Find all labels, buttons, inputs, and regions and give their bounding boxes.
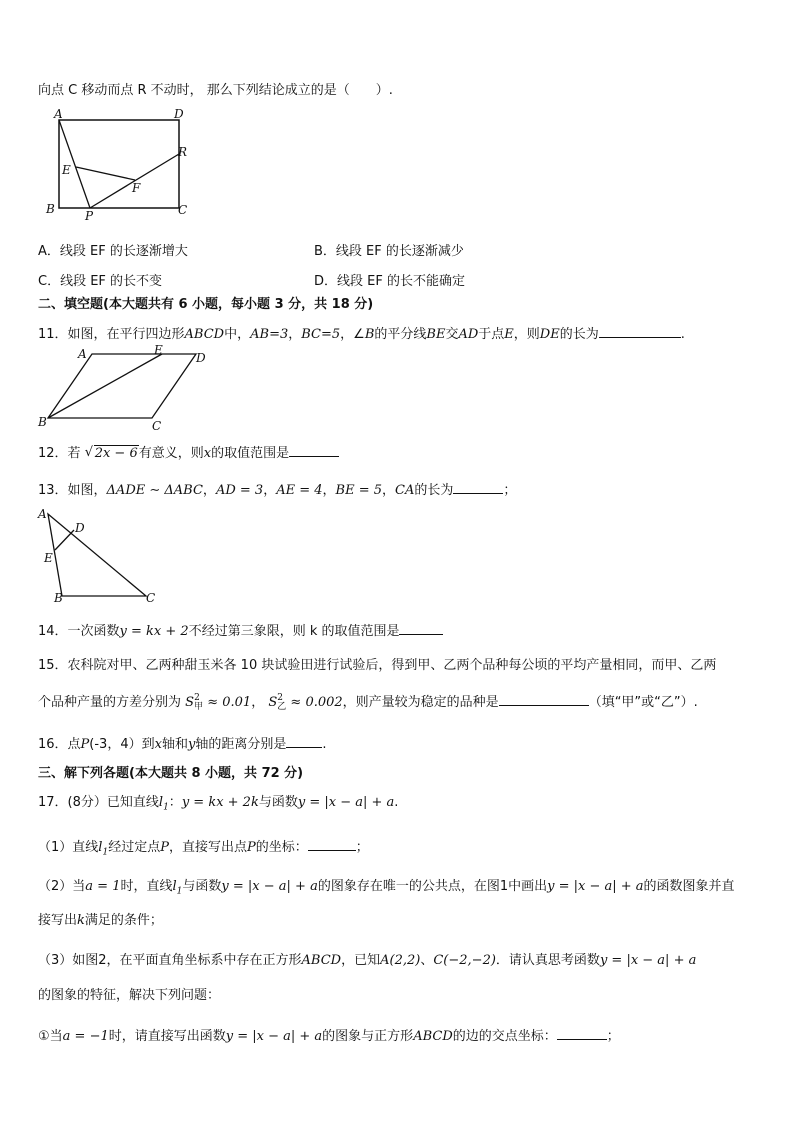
q17-eq1: y = kx + 2k	[181, 795, 259, 810]
q17-part1	[38, 836, 369, 862]
q17-p2-l1: $l_1$	[172, 879, 183, 897]
q15-sep: ，	[251, 695, 265, 710]
q15-sup-yi: 2	[277, 692, 283, 703]
q11-ab: AB=3	[250, 327, 289, 342]
q17-p1-text-a: （1）直线	[38, 840, 99, 855]
q12-answer-blank[interactable]	[289, 442, 339, 457]
q15-text-a: 个品种产量的方差分别为	[38, 695, 182, 710]
q11-label-a: A	[78, 347, 87, 361]
q16-text-b: (-3，4）到	[89, 737, 155, 752]
q13-be: BE = 5	[335, 483, 383, 498]
q11-label-d: D	[196, 351, 206, 365]
q17-sub1-abcd: ABCD	[413, 1029, 453, 1044]
q16-end: .	[322, 737, 327, 752]
section-2-heading: 二、填空题(本大题共有 6 小题，每小题 3 分，共 18 分)	[38, 297, 374, 312]
q17-p2-text-a: （2）当	[38, 879, 86, 894]
q11-angle-b: B	[364, 327, 375, 342]
q10-option-b: B．线段 EF 的长逐渐减少	[314, 244, 464, 259]
q17-p2-func2: y = |x − a| + a	[547, 879, 644, 894]
q17-part3-line1	[38, 952, 696, 970]
q15-text-b: ，则产量较为稳定的品种是	[342, 695, 499, 710]
q17-p2-text-c: 与函数	[182, 879, 222, 894]
q13-text-d: ，	[322, 483, 336, 498]
q12-radicand: 2x − 6	[94, 446, 138, 461]
q16-y: y	[187, 737, 196, 752]
q15-text-c: （填“甲”或“乙”）.	[588, 695, 698, 710]
q10-figure	[40, 108, 200, 223]
q11-answer-blank[interactable]	[599, 323, 681, 338]
q16-x: x	[154, 737, 162, 752]
q17-func: y = |x − a| + a	[297, 795, 395, 810]
q12-stem	[38, 442, 339, 463]
q17-sub1-text-c: 的图象与正方形	[322, 1029, 414, 1044]
q17-p2-a1: a = 1	[85, 879, 121, 894]
q17-p2-k: k	[77, 913, 85, 928]
q16-stem	[38, 733, 326, 754]
q15-val-jia: ≈ 0.01	[207, 695, 252, 710]
q15-answer-blank[interactable]	[499, 691, 589, 706]
q10-option-c: C．线段 EF 的长不变	[38, 274, 163, 289]
q17-part2-line2	[38, 912, 163, 930]
q17-p3-point-a: A(2,2)	[380, 953, 421, 968]
q13-ca: CA	[395, 483, 415, 498]
q17-sub1-text-b: 时，请直接写出函数	[108, 1029, 226, 1044]
q17-colon: ：	[168, 795, 182, 810]
q15-variance-jia	[185, 692, 204, 712]
q14-text-a: 14．一次函数	[38, 624, 120, 639]
q17-part3-line2: 的图象的特征，解决下列问题：	[38, 988, 221, 1003]
q11-point-e: E	[504, 327, 514, 342]
q17-p1-text-d: 的坐标：	[255, 840, 308, 855]
q10-label-p: P	[85, 209, 94, 223]
sqrt-icon: √	[84, 445, 93, 460]
q13-label-e: E	[44, 551, 53, 565]
q17-p3-point-c: C(−2,−2)	[433, 953, 496, 968]
q11-abcd: ABCD	[184, 327, 225, 342]
q11-label-e: E	[154, 344, 163, 357]
q12-x: x	[203, 446, 212, 461]
q13-text-a: 13．如图，	[38, 483, 107, 498]
q12-sqrt	[85, 445, 139, 463]
q17-p1-end: ；	[355, 840, 369, 855]
q17-sub1-a: a = −1	[62, 1029, 109, 1044]
q13-label-c: C	[146, 591, 156, 604]
q11-label-b: B	[38, 415, 47, 429]
q15-sub-jia: 甲	[194, 701, 204, 712]
q17-text-a: 17．(8分）已知直线	[38, 795, 159, 810]
q15-val-yi: ≈ 0.002	[290, 695, 343, 710]
q10-stem: 向点 C 移动而点 R 不动时， 那么下列结论成立的是（ ）.	[38, 83, 393, 98]
q13-text-e: ，	[382, 483, 396, 498]
q15-s-yi: S	[268, 695, 278, 710]
q12-text-b: 有意义，则	[138, 446, 204, 461]
q13-label-d: D	[75, 521, 85, 535]
q17-p2-text-d: 的图象存在唯一的公共点，在图1中画出	[317, 879, 548, 894]
q17-p3-text-c: 、	[420, 953, 434, 968]
q17-p1-text-c: ，直接写出点	[168, 840, 247, 855]
q17-sub1-text-a: ①当	[38, 1029, 63, 1044]
q10-label-a: A	[54, 108, 63, 121]
q13-label-a: A	[38, 507, 47, 521]
q16-text-c: 轴和	[161, 737, 188, 752]
q13-text-b: ，	[202, 483, 216, 498]
q11-label-c: C	[152, 419, 162, 432]
q11-text-c: ，	[288, 327, 302, 342]
q12-text-a: 12．若	[38, 446, 81, 461]
q12-text-c: 的取值范围是	[211, 446, 290, 461]
q13-end: ；	[503, 483, 517, 498]
q16-p: P	[80, 737, 90, 752]
q11-end: .	[680, 327, 685, 342]
q10-label-c: C	[178, 203, 188, 217]
q11-text-a: 11．如图，在平行四边形	[38, 327, 185, 342]
q11-text-d: ，∠	[340, 327, 365, 342]
q16-text-d: 轴的距离分别是	[195, 737, 287, 752]
q15-line1: 15．农科院对甲、乙两种甜玉米各 10 块试验田进行试验后，得到甲、乙两个品种每公顷的平均产量相同，而甲、乙两	[38, 658, 717, 673]
q13-label-b: B	[54, 591, 63, 604]
q11-text-f: 交	[445, 327, 459, 342]
q15-s-jia: S	[185, 695, 195, 710]
q10-label-e: E	[62, 163, 71, 177]
q13-answer-blank[interactable]	[453, 479, 503, 494]
q15-line2	[38, 691, 698, 712]
q17-part2-line1	[38, 878, 735, 901]
q17-sub1-answer-blank[interactable]	[557, 1025, 607, 1040]
q17-sub1-end: ；	[606, 1029, 620, 1044]
q11-text-i: 的长为	[559, 327, 599, 342]
q17-p2-text-b: 时，直线	[120, 879, 173, 894]
q11-ad: AD	[458, 327, 479, 342]
q17-p3-func: y = |x − a| + a	[599, 953, 697, 968]
q11-text-h: ，则	[513, 327, 540, 342]
q17-l1: $l_1$	[158, 795, 169, 813]
q17-text-b: 与函数	[258, 795, 298, 810]
q17-stem	[38, 794, 398, 817]
q16-text-a: 16．点	[38, 737, 81, 752]
q13-ad: AD = 3	[215, 483, 264, 498]
q11-text-e: 的平分线	[374, 327, 427, 342]
q10-option-a: A．线段 EF 的长逐渐增大	[38, 244, 188, 259]
section-3-heading: 三、解下列各题(本大题共 8 小题，共 72 分)	[38, 766, 304, 781]
q17-p3-abcd: ABCD	[301, 953, 342, 968]
q17-p1-l1: $l_1$	[98, 840, 109, 858]
q10-label-d: D	[174, 108, 184, 121]
q14-stem	[38, 620, 443, 641]
q17-p1-answer-blank[interactable]	[308, 836, 356, 851]
q13-text-f: 的长为	[414, 483, 454, 498]
q10-option-d: D．线段 EF 的长不能确定	[314, 274, 465, 289]
q11-be: BE	[426, 327, 446, 342]
q16-answer-blank[interactable]	[286, 733, 322, 748]
q14-answer-blank[interactable]	[399, 620, 443, 635]
q13-text-c: ，	[263, 483, 277, 498]
q15-variance-yi	[268, 692, 287, 712]
q11-stem	[38, 323, 685, 344]
q17-p1-p: P	[160, 840, 169, 855]
q14-text-b: 不经过第三象限，则 k 的取值范围是	[188, 624, 400, 639]
q10-label-r: R	[178, 145, 188, 159]
q15-sub-yi: 乙	[277, 701, 287, 712]
q13-figure	[36, 504, 166, 604]
q11-de: DE	[539, 327, 560, 342]
q10-label-b: B	[46, 202, 55, 216]
q14-function: y = kx + 2	[119, 624, 189, 639]
q11-figure	[36, 344, 216, 432]
q17-p2-text-e: 的函数图象并直	[643, 879, 735, 894]
q17-p3-text-a: （3）如图2，在平面直角坐标系中存在正方形	[38, 953, 302, 968]
q17-p3-text-d: ．请认真思考函数	[495, 953, 600, 968]
q17-sub1-func: y = |x − a| + a	[225, 1029, 323, 1044]
q17-p2-text-g: 满足的条件；	[84, 913, 163, 928]
q11-bc: BC=5	[301, 327, 341, 342]
q17-p3-text-b: ，已知	[341, 953, 381, 968]
q17-p2-text-f: 接写出	[38, 913, 78, 928]
q17-p1-p2: P	[246, 840, 256, 855]
q13-ae: AE = 4	[276, 483, 323, 498]
q17-sub1-text-d: 的边的交点坐标：	[452, 1029, 557, 1044]
q15-sup-jia: 2	[194, 692, 200, 703]
q11-text-b: 中，	[224, 327, 251, 342]
q17-end: .	[394, 795, 399, 810]
q17-part3-sub1	[38, 1025, 620, 1046]
q17-p2-func: y = |x − a| + a	[221, 879, 318, 894]
q17-p1-text-b: 经过定点	[108, 840, 161, 855]
q11-text-g: 于点	[478, 327, 505, 342]
q13-stem	[38, 479, 516, 500]
q13-similar: ΔADE ∼ ΔABC	[106, 483, 203, 498]
q10-label-f: F	[132, 181, 141, 195]
